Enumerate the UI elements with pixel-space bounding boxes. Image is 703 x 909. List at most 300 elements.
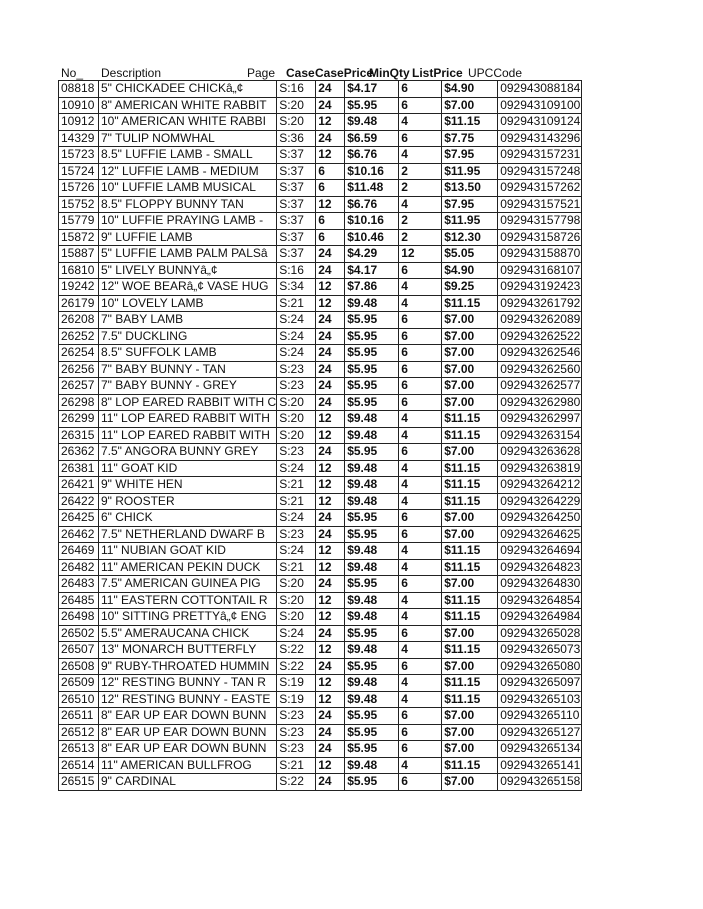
cell-upc-code: 092943157262 [498,180,582,197]
cell-upc-code: 092943263628 [498,444,582,461]
cell-description: 13" MONARCH BUTTERFLY [99,642,277,659]
cell-case-price: $5.95 [345,625,399,642]
product-table [58,80,582,791]
cell-description: 11" GOAT KID [99,460,277,477]
cell-list-price: $11.95 [442,163,498,180]
cell-description: 8" EAR UP EAR DOWN BUNN [99,724,277,741]
cell-list-price: $4.90 [442,262,498,279]
cell-item-number: 26502 [59,625,99,642]
cell-list-price: $7.00 [442,444,498,461]
cell-upc-code: 092943265158 [498,774,582,791]
cell-description: 7.5" AMERICAN GUINEA PIG [99,576,277,593]
cell-list-price: $7.00 [442,576,498,593]
cell-description: 8" LOP EARED RABBIT WITH C [99,394,277,411]
header-row [58,63,582,80]
cell-list-price: $7.00 [442,526,498,543]
cell-upc-code: 092943109100 [498,97,582,114]
cell-item-number: 26483 [59,576,99,593]
cell-page: S:16 [277,81,316,98]
cell-item-number: 26512 [59,724,99,741]
cell-case-price: $5.95 [345,345,399,362]
cell-item-number: 26514 [59,757,99,774]
cell-item-number: 26515 [59,774,99,791]
cell-page: S:20 [277,411,316,428]
cell-case-price: $9.48 [345,460,399,477]
cell-list-price: $11.15 [442,592,498,609]
cell-page: S:23 [277,444,316,461]
table-row [59,229,582,246]
cell-case-qty: 6 [316,180,345,197]
cell-case-qty: 24 [316,658,345,675]
cell-list-price: $11.15 [442,493,498,510]
cell-min-qty: 4 [399,592,442,609]
cell-case-qty: 24 [316,130,345,147]
cell-case-price: $5.95 [345,526,399,543]
cell-case-price: $9.48 [345,675,399,692]
cell-list-price: $7.00 [442,97,498,114]
table-row [59,279,582,296]
cell-page: S:20 [277,114,316,131]
cell-min-qty: 6 [399,526,442,543]
cell-list-price: $7.00 [442,724,498,741]
cell-page: S:24 [277,510,316,527]
cell-upc-code: 092943143296 [498,130,582,147]
cell-case-price: $9.48 [345,477,399,494]
cell-description: 11" AMERICAN BULLFROG [99,757,277,774]
cell-item-number: 26509 [59,675,99,692]
table-row [59,724,582,741]
cell-item-number: 26256 [59,361,99,378]
cell-item-number: 26511 [59,708,99,725]
cell-case-price: $6.76 [345,147,399,164]
cell-upc-code: 092943192423 [498,279,582,296]
cell-case-price: $5.95 [345,394,399,411]
cell-item-number: 26254 [59,345,99,362]
cell-upc-code: 092943262089 [498,312,582,329]
cell-case-price: $9.48 [345,295,399,312]
cell-upc-code: 092943261792 [498,295,582,312]
cell-case-price: $9.48 [345,427,399,444]
cell-list-price: $11.15 [442,295,498,312]
cell-description: 11" AMERICAN PEKIN DUCK [99,559,277,576]
cell-case-price: $5.95 [345,97,399,114]
cell-upc-code: 092943109124 [498,114,582,131]
cell-description: 8" EAR UP EAR DOWN BUNN [99,708,277,725]
cell-page: S:37 [277,196,316,213]
cell-page: S:23 [277,361,316,378]
cell-min-qty: 2 [399,229,442,246]
cell-case-price: $10.16 [345,163,399,180]
cell-list-price: $7.00 [442,625,498,642]
cell-case-price: $9.48 [345,609,399,626]
cell-min-qty: 4 [399,559,442,576]
cell-case-qty: 12 [316,427,345,444]
cell-list-price: $11.15 [442,559,498,576]
cell-list-price: $11.15 [442,114,498,131]
cell-description: 8.5" FLOPPY BUNNY TAN [99,196,277,213]
table-row [59,477,582,494]
cell-case-price: $9.48 [345,411,399,428]
cell-upc-code: 092943158726 [498,229,582,246]
cell-case-qty: 24 [316,526,345,543]
cell-description: 6" CHICK [99,510,277,527]
cell-description: 7" TULIP NOMWHAL [99,130,277,147]
table-row [59,180,582,197]
table-row [59,642,582,659]
cell-list-price: $7.75 [442,130,498,147]
cell-case-price: $11.48 [345,180,399,197]
cell-upc-code: 092943264625 [498,526,582,543]
cell-item-number: 26208 [59,312,99,329]
table-row [59,97,582,114]
header-page: Page [247,66,276,80]
cell-min-qty: 6 [399,774,442,791]
cell-page: S:22 [277,774,316,791]
cell-min-qty: 6 [399,510,442,527]
cell-upc-code: 092943265141 [498,757,582,774]
cell-item-number: 26508 [59,658,99,675]
cell-min-qty: 4 [399,460,442,477]
table-row [59,675,582,692]
cell-min-qty: 6 [399,625,442,642]
cell-case-qty: 12 [316,609,345,626]
cell-item-number: 15752 [59,196,99,213]
cell-upc-code: 092943262997 [498,411,582,428]
cell-page: S:20 [277,609,316,626]
cell-item-number: 26510 [59,691,99,708]
cell-description: 7.5" DUCKLING [99,328,277,345]
cell-case-qty: 12 [316,559,345,576]
cell-case-price: $9.48 [345,757,399,774]
cell-list-price: $5.05 [442,246,498,263]
table-row [59,576,582,593]
cell-list-price: $4.90 [442,81,498,98]
cell-page: S:37 [277,229,316,246]
cell-item-number: 15726 [59,180,99,197]
cell-item-number: 14329 [59,130,99,147]
cell-case-price: $5.95 [345,741,399,758]
cell-page: S:21 [277,559,316,576]
cell-list-price: $11.15 [442,691,498,708]
cell-case-qty: 24 [316,444,345,461]
cell-description: 7" BABY LAMB [99,312,277,329]
cell-item-number: 26362 [59,444,99,461]
cell-upc-code: 092943158870 [498,246,582,263]
cell-page: S:24 [277,345,316,362]
cell-min-qty: 4 [399,642,442,659]
cell-upc-code: 092943157798 [498,213,582,230]
cell-page: S:37 [277,213,316,230]
cell-description: 5" CHICKADEE CHICKâ„¢ [99,81,277,98]
cell-item-number: 26507 [59,642,99,659]
cell-upc-code: 092943168107 [498,262,582,279]
cell-description: 5" LUFFIE LAMB PALM PALSâ [99,246,277,263]
table-row [59,543,582,560]
cell-upc-code: 092943262980 [498,394,582,411]
cell-item-number: 15779 [59,213,99,230]
cell-page: S:24 [277,328,316,345]
cell-min-qty: 4 [399,543,442,560]
cell-item-number: 26462 [59,526,99,543]
cell-min-qty: 4 [399,196,442,213]
cell-upc-code: 092943265080 [498,658,582,675]
cell-case-qty: 24 [316,97,345,114]
cell-case-qty: 24 [316,741,345,758]
cell-description: 12" RESTING BUNNY - TAN R [99,675,277,692]
cell-min-qty: 4 [399,477,442,494]
header-description: Description [101,66,162,80]
table-row [59,625,582,642]
cell-min-qty: 4 [399,295,442,312]
cell-page: S:36 [277,130,316,147]
cell-case-qty: 12 [316,691,345,708]
cell-upc-code: 092943265127 [498,724,582,741]
cell-item-number: 26513 [59,741,99,758]
table-row [59,427,582,444]
cell-description: 5" LIVELY BUNNYâ„¢ [99,262,277,279]
cell-case-price: $5.95 [345,328,399,345]
cell-case-price: $6.59 [345,130,399,147]
cell-item-number: 26422 [59,493,99,510]
cell-min-qty: 6 [399,130,442,147]
cell-case-qty: 12 [316,279,345,296]
cell-item-number: 15872 [59,229,99,246]
cell-min-qty: 6 [399,328,442,345]
cell-item-number: 26421 [59,477,99,494]
cell-page: S:21 [277,757,316,774]
cell-case-qty: 24 [316,708,345,725]
cell-upc-code: 092943263819 [498,460,582,477]
cell-case-qty: 24 [316,774,345,791]
cell-min-qty: 6 [399,724,442,741]
cell-case-qty: 12 [316,642,345,659]
cell-min-qty: 6 [399,378,442,395]
cell-item-number: 16810 [59,262,99,279]
cell-list-price: $11.15 [442,675,498,692]
cell-description: 7" BABY BUNNY - TAN [99,361,277,378]
table-row [59,312,582,329]
cell-page: S:20 [277,592,316,609]
cell-item-number: 26299 [59,411,99,428]
cell-page: S:23 [277,378,316,395]
cell-case-qty: 6 [316,229,345,246]
cell-min-qty: 6 [399,262,442,279]
cell-description: 7" BABY BUNNY - GREY [99,378,277,395]
cell-upc-code: 092943264830 [498,576,582,593]
cell-case-price: $5.95 [345,724,399,741]
table-row [59,411,582,428]
cell-case-qty: 24 [316,394,345,411]
cell-min-qty: 4 [399,147,442,164]
cell-list-price: $11.15 [442,411,498,428]
cell-min-qty: 6 [399,312,442,329]
cell-item-number: 26482 [59,559,99,576]
cell-description: 10" LUFFIE LAMB MUSICAL [99,180,277,197]
cell-case-price: $9.48 [345,543,399,560]
table-row [59,81,582,98]
cell-case-qty: 12 [316,114,345,131]
table-row [59,328,582,345]
cell-description: 9" ROOSTER [99,493,277,510]
cell-min-qty: 6 [399,658,442,675]
cell-page: S:20 [277,427,316,444]
cell-list-price: $11.15 [442,543,498,560]
cell-list-price: $11.15 [442,460,498,477]
cell-list-price: $11.15 [442,427,498,444]
cell-page: S:23 [277,708,316,725]
cell-page: S:37 [277,180,316,197]
cell-min-qty: 2 [399,213,442,230]
table-row [59,394,582,411]
cell-case-price: $5.95 [345,658,399,675]
table-row [59,493,582,510]
table-row [59,130,582,147]
header-minqty: MinQty [369,66,410,80]
cell-case-qty: 6 [316,213,345,230]
cell-min-qty: 6 [399,708,442,725]
table-row [59,114,582,131]
cell-page: S:19 [277,675,316,692]
cell-description: 9" WHITE HEN [99,477,277,494]
table-row [59,378,582,395]
cell-case-qty: 12 [316,757,345,774]
cell-description: 10" AMERICAN WHITE RABBI [99,114,277,131]
cell-list-price: $11.15 [442,609,498,626]
cell-page: S:23 [277,526,316,543]
cell-case-qty: 12 [316,147,345,164]
cell-description: 10" SITTING PRETTYâ„¢ ENG [99,609,277,626]
cell-case-qty: 24 [316,262,345,279]
cell-min-qty: 6 [399,576,442,593]
cell-case-price: $10.46 [345,229,399,246]
cell-case-price: $9.48 [345,493,399,510]
cell-description: 7.5" ANGORA BUNNY GREY [99,444,277,461]
cell-min-qty: 6 [399,361,442,378]
cell-min-qty: 2 [399,180,442,197]
cell-description: 10" LOVELY LAMB [99,295,277,312]
cell-min-qty: 4 [399,279,442,296]
cell-item-number: 26252 [59,328,99,345]
cell-case-price: $5.95 [345,312,399,329]
cell-page: S:19 [277,691,316,708]
cell-upc-code: 092943088184 [498,81,582,98]
cell-upc-code: 092943264854 [498,592,582,609]
table-row [59,609,582,626]
cell-case-price: $9.48 [345,559,399,576]
cell-page: S:22 [277,658,316,675]
cell-case-qty: 24 [316,361,345,378]
cell-upc-code: 092943264984 [498,609,582,626]
cell-case-qty: 24 [316,345,345,362]
table-row [59,213,582,230]
cell-case-price: $5.95 [345,361,399,378]
cell-description: 8.5" SUFFOLK LAMB [99,345,277,362]
cell-case-price: $9.48 [345,114,399,131]
table-row [59,691,582,708]
cell-list-price: $7.00 [442,394,498,411]
cell-upc-code: 092943264694 [498,543,582,560]
header-case: Case [286,66,315,80]
cell-upc-code: 092943157248 [498,163,582,180]
cell-upc-code: 092943265103 [498,691,582,708]
cell-item-number: 15723 [59,147,99,164]
cell-description: 12" LUFFIE LAMB - MEDIUM [99,163,277,180]
cell-description: 9" RUBY-THROATED HUMMIN [99,658,277,675]
cell-list-price: $7.00 [442,774,498,791]
table-row [59,510,582,527]
table-row [59,757,582,774]
cell-item-number: 26485 [59,592,99,609]
table-row [59,460,582,477]
cell-page: S:23 [277,741,316,758]
cell-description: 11" NUBIAN GOAT KID [99,543,277,560]
cell-list-price: $11.15 [442,642,498,659]
table-row [59,147,582,164]
cell-page: S:16 [277,262,316,279]
cell-item-number: 26425 [59,510,99,527]
cell-list-price: $9.25 [442,279,498,296]
cell-min-qty: 6 [399,345,442,362]
cell-item-number: 26381 [59,460,99,477]
cell-upc-code: 092943262560 [498,361,582,378]
cell-upc-code: 092943265097 [498,675,582,692]
cell-page: S:24 [277,625,316,642]
cell-min-qty: 6 [399,81,442,98]
cell-case-price: $5.95 [345,576,399,593]
table-row [59,163,582,180]
table-row [59,295,582,312]
table-row [59,708,582,725]
cell-case-qty: 24 [316,510,345,527]
cell-item-number: 26298 [59,394,99,411]
table-row [59,444,582,461]
cell-description: 11" LOP EARED RABBIT WITH [99,427,277,444]
cell-min-qty: 4 [399,675,442,692]
cell-upc-code: 092943265110 [498,708,582,725]
cell-list-price: $11.15 [442,757,498,774]
cell-item-number: 26257 [59,378,99,395]
cell-min-qty: 4 [399,691,442,708]
cell-min-qty: 2 [399,163,442,180]
cell-page: S:37 [277,163,316,180]
cell-case-qty: 12 [316,675,345,692]
cell-list-price: $7.00 [442,328,498,345]
cell-upc-code: 092943264823 [498,559,582,576]
cell-upc-code: 092943263154 [498,427,582,444]
cell-case-price: $4.17 [345,81,399,98]
cell-min-qty: 4 [399,757,442,774]
cell-page: S:20 [277,394,316,411]
cell-item-number: 10912 [59,114,99,131]
cell-min-qty: 6 [399,394,442,411]
header-upccode: UPCCode [468,66,523,80]
cell-list-price: $13.50 [442,180,498,197]
cell-list-price: $7.00 [442,741,498,758]
cell-page: S:24 [277,460,316,477]
cell-page: S:21 [277,295,316,312]
cell-case-qty: 6 [316,163,345,180]
cell-case-qty: 12 [316,477,345,494]
cell-item-number: 26498 [59,609,99,626]
cell-case-qty: 24 [316,724,345,741]
cell-list-price: $11.15 [442,477,498,494]
cell-case-price: $9.48 [345,592,399,609]
cell-case-price: $4.17 [345,262,399,279]
cell-page: S:24 [277,312,316,329]
header-listprice: ListPrice [412,66,463,80]
cell-case-price: $7.86 [345,279,399,296]
cell-page: S:37 [277,147,316,164]
